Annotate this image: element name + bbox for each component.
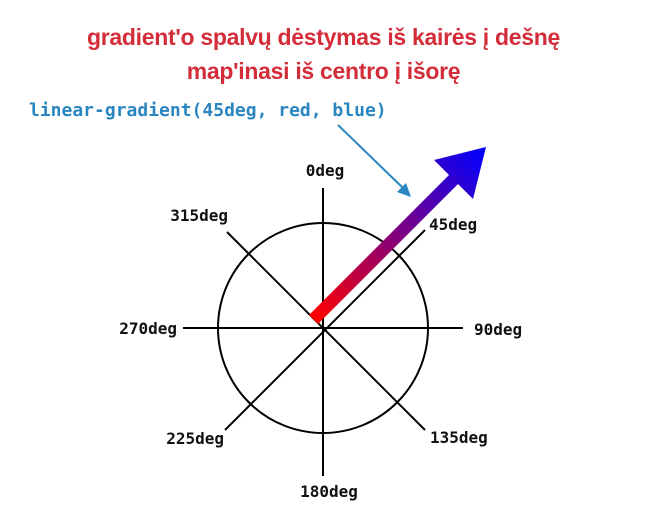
label-90deg: 90deg — [474, 320, 523, 339]
pointer-arrow-line — [338, 125, 403, 188]
title-line-1: gradient'o spalvų dėstymas iš kairės į dešnę — [87, 24, 560, 50]
label-225deg: 225deg — [166, 429, 224, 448]
code-snippet: linear-gradient(45deg, red, blue) — [29, 100, 387, 121]
label-135deg: 135deg — [430, 428, 488, 447]
label-270deg: 270deg — [119, 319, 177, 338]
label-180deg: 180deg — [300, 482, 358, 501]
axis-diagonal-315-135 — [227, 232, 425, 430]
label-315deg: 315deg — [170, 206, 228, 225]
title-line-2: map'inasi iš centro į išorę — [186, 58, 461, 84]
label-0deg: 0deg — [305, 161, 345, 180]
label-45deg: 45deg — [429, 215, 478, 234]
